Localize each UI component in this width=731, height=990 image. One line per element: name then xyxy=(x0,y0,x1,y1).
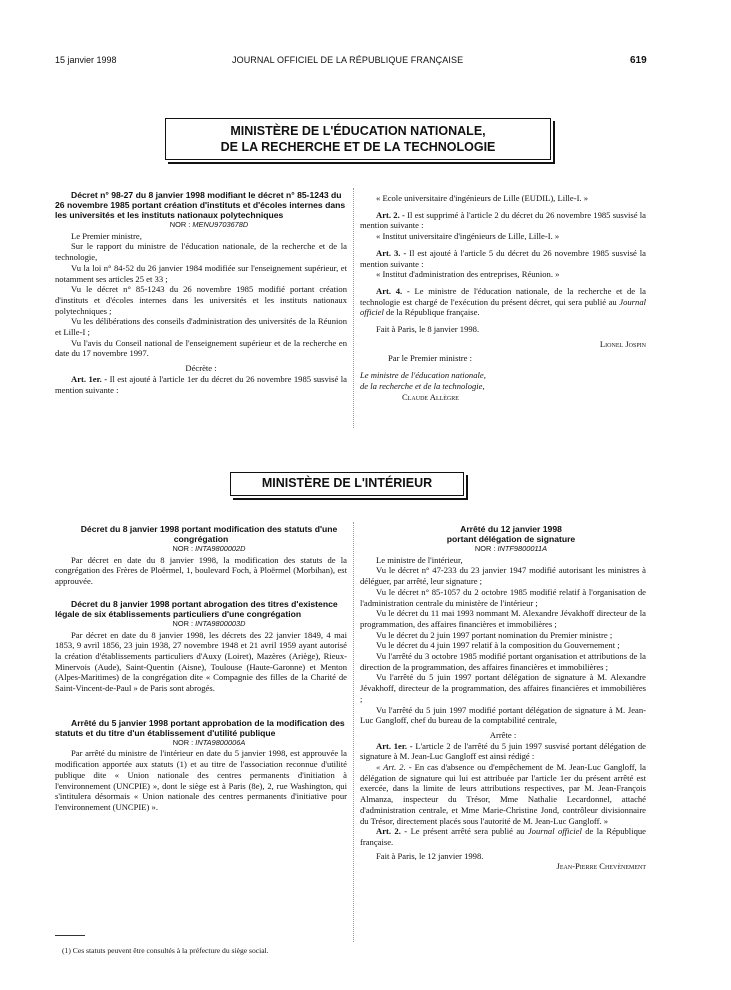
nor-label: NOR : xyxy=(169,220,191,229)
ministry-education-box xyxy=(165,118,551,160)
minister-title-2: de la recherche et de la technologie, xyxy=(360,380,485,391)
footnote-rule xyxy=(55,935,85,936)
decree-98-27-quote: « Institut universitaire d'ingénieurs de Lille, Lille-I. » xyxy=(376,231,560,242)
arrete-delegation-para: Vu le décret du 11 mai 1993 nommant M. Alexandre Jévakhoff directeur de la programmation, des affaires financières et immobilières ; xyxy=(360,608,646,629)
column-divider xyxy=(353,522,354,942)
decree-98-27-para: Vu la loi n° 84-52 du 26 janvier 1984 modifiée sur l'enseignement supérieur, et notamment ses articles 25 et 33 ; xyxy=(55,262,347,284)
arrete-delegation-para: Vu le décret n° 85-1057 du 2 octobre 1985 modifié relatif à l'organisation de l'administration centrale du ministère de l'intérieur ; xyxy=(360,586,646,608)
article-label: Art. 4. - xyxy=(376,285,410,296)
nor-label: NOR : xyxy=(172,618,194,628)
ministry-education-line2: DE LA RECHERCHE ET DE LA TECHNOLOGIE xyxy=(220,140,496,154)
footnote: (1) Ces statuts peuvent être consultés à la préfecture du siège social. xyxy=(62,946,269,955)
arrete-delegation-done: Fait à Paris, le 12 janvier 1998. xyxy=(376,850,484,861)
decree-98-27-nor xyxy=(55,220,347,231)
arrete-delegation-title-2: portant délégation de signature xyxy=(446,534,576,544)
arrete-delegation-para: Vu le décret n° 47-233 du 23 janvier 1947 modifié autorisant les ministres à déléguer, par arrêté, leur signature ; xyxy=(360,565,646,587)
nor-code: INTA9800006A xyxy=(195,737,246,747)
arrete-delegation-arrete: Arrête : xyxy=(489,729,517,740)
article-label: Art. 1er. - xyxy=(71,373,108,384)
decree-abrogation-text: Par décret en date du 8 janvier 1998, les décrets des 22 janvier 1849, 4 mai 1853, 9 avril 1856, 23 juin 1938, 27 novembre 1948 et 21 avril 1959 ayant autorisé la création d'établissements particuliers d'Auxy (Loiret), Mazères (Ariège), Rieux-Minervois (Aude), Saint-Quentin (Aisne), Toulouse (Haute-Garonne) et Menton (Alpes-Maritimes) de la congrégation dite « Compagnie des filles de la Charité de Saint-Vincent-de-Paul » de Paris sont abrogés. xyxy=(55,629,347,694)
box-shadow xyxy=(168,121,555,164)
journal-officiel-ref: Journal officiel xyxy=(360,296,646,318)
arrete-delegation-art1-quote xyxy=(360,762,646,826)
ministry-interior-box xyxy=(230,472,464,496)
decree-abrogation-title: Décret du 8 janvier 1998 portant abrogation des titres d'existence légale de six établissements particuliers d'une congrégation xyxy=(55,598,338,619)
journal-officiel-ref: Journal officiel xyxy=(527,826,582,837)
signer-name: Jean-Pierre Chevènement xyxy=(556,861,646,872)
nor-label: NOR : xyxy=(474,544,496,553)
quote-text: En cas d'absence ou d'empêchement de M. Jean-Luc Gangloff, la délégation de signature qui lui est attribuée par l'article 1er du présent arrêté est exercée, dans la limite de leurs attributions respectives, par M. Jean-François Almanza, inspecteur du Trésor, Mme Nathalie Lecardonnel, attaché d'administration centrale, et Mme Marie-Christine Jond, contrôleur divisionnaire du Trésor, directement placés sous l'autorité de M. Jean-Luc Gangloff. » xyxy=(360,762,647,826)
nor-label: NOR : xyxy=(172,544,194,553)
header-journal-title: JOURNAL OFFICIEL DE LA RÉPUBLIQUE FRANÇAISE xyxy=(232,55,464,65)
arrete-delegation-para: Vu l'arrêté du 3 octobre 1985 modifié portant organisation et attributions de la direction de la programmation, des affaires financières et immobilières ; xyxy=(360,651,646,672)
decree-98-27-art2 xyxy=(360,210,646,231)
arrete-delegation-art1 xyxy=(360,741,646,762)
nor-code: INTA9800003D xyxy=(195,618,246,628)
header-date: 15 janvier 1998 xyxy=(55,55,117,65)
decree-98-27-art1 xyxy=(55,374,347,395)
decree-98-27-art3 xyxy=(360,248,646,269)
box-shadow xyxy=(233,475,468,500)
arrete-delegation-para: Vu le décret du 4 juin 1997 relatif à la composition du Gouvernement ; xyxy=(376,640,620,651)
decree-98-27-para: Vu les délibérations des conseils d'administration des universités de la Réunion et Lille-I ; xyxy=(55,316,347,338)
arrete-uncpie-title: Arrêté du 5 janvier 1998 portant approbation de la modification des statuts et du titre d'un établissement d'utilité publique xyxy=(55,717,345,738)
article-text: de la République française. xyxy=(360,826,646,847)
par-premier-ministre: Par le Premier ministre : xyxy=(388,353,473,364)
interior-column2 xyxy=(360,524,646,872)
decree-98-27-decrete: Décrète : xyxy=(185,363,217,374)
arrete-delegation-para: Vu l'arrêté du 5 juin 1997 portant délégation de signature à M. Alexandre Jévakhoff, directeur de la programmation, des affaires financières et immobilières ; xyxy=(360,672,646,704)
arrete-uncpie-nor xyxy=(55,738,347,749)
nor-code: INTF9800011A xyxy=(497,544,548,553)
header-page-number: 619 xyxy=(630,55,647,66)
decree-98-27-para: Vu l'avis du Conseil national de l'enseignement supérieur et de la recherche en date du 17 novembre 1997. xyxy=(55,337,347,359)
article-label: Art. 2. - xyxy=(376,209,405,220)
nor-code: MENU9703678D xyxy=(192,220,249,229)
arrete-delegation-art2 xyxy=(360,826,646,847)
spacer xyxy=(55,706,347,718)
arrete-delegation-para: Le ministre de l'intérieur, xyxy=(376,554,463,565)
decree-98-27-title: Décret n° 98-27 du 8 janvier 1998 modifiant le décret n° 85-1243 du 26 novembre 1985 portant création d'instituts et d'écoles internes dans les universités et les instituts nationaux polytechniques xyxy=(55,190,346,220)
arrete-uncpie-text: Par arrêté du ministre de l'intérieur en date du 5 janvier 1998, est approuvée la modification apportée aux statuts (1) et au titre de l'association reconnue d'utilité publique dite « Union nationale des centres permanents d'initiation à l'environnement (UNCPIE) », dont le siège est à Paris (8e), 2, rue Washington, qui s'intitulera désormais « Union nationale des centres permanents d'initiative pour l'environnement (UNCPIE) ». xyxy=(55,748,347,812)
article-text: Il est supprimé à l'article 2 du décret du 26 novembre 1985 susvisé la mention suivante : xyxy=(360,209,646,231)
spacer xyxy=(55,694,347,706)
decree-98-27-para: Le Premier ministre, xyxy=(71,230,142,241)
decree-98-27-quote: « Institut d'administration des entreprises, Réunion. » xyxy=(376,269,560,280)
article-text: Le présent arrêté sera publié au xyxy=(410,826,525,837)
decree-98-27-column1 xyxy=(55,190,347,395)
arrete-delegation-title-1: Arrêté du 12 janvier 1998 xyxy=(460,524,562,534)
signer-name: Lionel Jospin xyxy=(599,338,646,349)
article-text: Il est ajouté à l'article 5 du décret du 26 novembre 1985 susvisé la mention suivante : xyxy=(360,247,646,269)
decree-98-27-para: Vu le décret n° 85-1243 du 26 novembre 1985 modifié portant création d'instituts et d'écoles internes dans les universités et les instituts nationaux polytechniques ; xyxy=(55,284,347,316)
quote-label: « Art. 2. - xyxy=(376,762,412,773)
article-text: L'article 2 de l'arrêté du 5 juin 1997 susvisé portant délégation de signature à M. Jean-Luc Gangloff est ainsi rédigé : xyxy=(360,740,646,762)
ministry-interior-title: MINISTÈRE DE L'INTÉRIEUR xyxy=(261,476,433,490)
decree-98-27-quote: « Ecole universitaire d'ingénieurs de Lille (EUDIL), Lille-I. » xyxy=(376,193,589,203)
article-label: Art. 2. - xyxy=(376,826,408,837)
decree-congregation-title: Décret du 8 janvier 1998 portant modification des statuts d'une congrégation xyxy=(80,524,338,544)
decree-congregation-text: Par décret en date du 8 janvier 1998, la modification des statuts de la congrégation des Frères de Ploërmel, 1, boulevard Foch, à Ploërmel (Morbihan), est approuvée. xyxy=(55,554,347,587)
article-text: Le ministre de l'éducation nationale, de la recherche et de la technologie est chargé de l'exécution du présent décret, qui sera publié au xyxy=(360,285,646,307)
decree-98-27-para: Sur le rapport du ministre de l'éducation nationale, de la recherche et de la technologie, xyxy=(55,241,347,263)
minister-title-1: Le ministre de l'éducation nationale, xyxy=(360,370,486,381)
decree-98-27-art4 xyxy=(360,286,646,318)
ministry-education-line1: MINISTÈRE DE L'ÉDUCATION NATIONALE, xyxy=(230,124,486,138)
article-label: Art. 3. - xyxy=(376,247,407,258)
decree-congregation-nor xyxy=(55,544,347,555)
minister-name: Claude Allègre xyxy=(402,391,459,402)
arrete-delegation-para: Vu le décret du 2 juin 1997 portant nomination du Premier ministre ; xyxy=(376,629,613,640)
interior-column1 xyxy=(55,524,347,813)
nor-label: NOR : xyxy=(172,737,194,747)
spacer xyxy=(55,587,347,599)
arrete-delegation-para: Vu l'arrêté du 5 juin 1997 modifié portant délégation de signature à M. Jean-Luc Gangloff, chef du bureau de la comptabilité centrale, xyxy=(360,704,646,726)
nor-code: INTA9800002D xyxy=(195,544,246,553)
article-label: Art. 1er. - xyxy=(376,740,413,751)
decree-98-27-done: Fait à Paris, le 8 janvier 1998. xyxy=(376,324,480,335)
column-divider xyxy=(353,188,354,428)
article-text: de la République française. xyxy=(386,307,480,318)
article-text: Il est ajouté à l'article 1er du décret du 26 novembre 1985 susvisé la mention suivante : xyxy=(55,373,347,395)
arrete-delegation-nor xyxy=(360,544,646,555)
decree-98-27-column2 xyxy=(360,193,646,402)
decree-abrogation-nor xyxy=(55,619,347,630)
